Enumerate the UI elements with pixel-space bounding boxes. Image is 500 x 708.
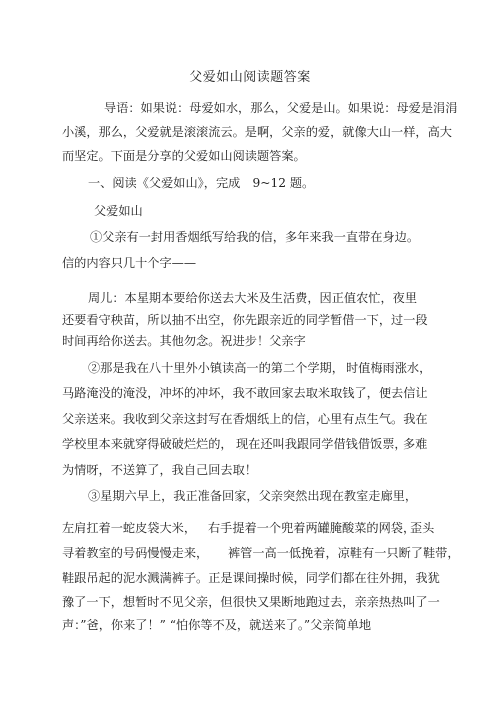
para2-line-4-tail-a: 现在还叫我跟同学借钱借饭票，: [236, 437, 407, 451]
para3-line-6: 声：”爸，你来了！” “怕你等不及，就送来了。”父亲简单地: [62, 618, 372, 632]
para2-line-3: 父亲送来。我收到父亲这封写在香烟纸上的信，心里有点生气。我在: [62, 412, 428, 426]
para2-line-2: 马路淹没的淹没，冲坏的冲坏，我不敢回家去取米取钱了，便去信让: [62, 386, 428, 400]
para3-line-2: 左肩扛着一蛇皮袋大米，: [62, 521, 197, 535]
letter-line-1: 周儿：本星期本要给你送去大米及生活费，因正值农忙，夜里: [88, 291, 418, 305]
section-heading: 一、阅读《父爱如山》，完成 9~12 题。: [88, 176, 315, 190]
para3-line-5: 豫了一下，想暂时不见父亲，但很快又果断地跑过去，亲亲热热叫了一: [62, 595, 440, 609]
para3-line-2-tail-b: 歪头: [410, 521, 435, 535]
para3-line-3-tail-a: 裤管一高一低挽着，凉鞋有一只断了鞋带，: [228, 546, 460, 560]
letter-line-3: 时间再给你送去。其他勿念。祝进步！父亲字: [62, 334, 306, 348]
para1-line-2: 信的内容只几十个字——: [62, 256, 197, 270]
para3-line-2-tail-a: 右手提着一个兜着两罐腌酸菜的网袋，: [208, 521, 416, 535]
para3-line-4: 鞋跟吊起的泥水溅满裤子。正是课间操时候，同学们都在往外拥，我犹: [62, 571, 440, 585]
intro-line-1: 导语：如果说：母爱如水，那么，父爱是山。如果说：母爱是涓涓: [104, 101, 458, 115]
intro-line-2: 小溪，那么，父爱就是滚滚流云。是啊，父亲的爱，就像大山一样，高大: [62, 125, 452, 139]
para3-line-1: ③星期六早上，我正准备回家，父亲突然出现在教室走廊里，: [88, 489, 418, 503]
para2-line-4: 学校里本来就穿得破破烂烂的，: [62, 437, 233, 451]
letter-line-2: 还要看守秧苗，所以抽不出空，你先跟亲近的同学暂借一下，过一段: [62, 313, 428, 327]
para2-line-1: ②那是我在八十里外小镇读高一的第二个学期，: [88, 361, 344, 375]
document-title: 父爱如山阅读题答案: [189, 70, 311, 85]
para2-line-5: 为情呀，不送算了，我自己回去取！: [62, 463, 257, 477]
para3-line-3: 寻着教室的号码慢慢走来，: [62, 546, 209, 560]
para2-line-1-tail: 时值梅雨涨水，: [346, 361, 432, 375]
para2-line-4-tail-b: 多难: [403, 437, 428, 451]
story-title: 父爱如山: [94, 204, 143, 218]
intro-line-3: 而坚定。下面是分享的父爱如山阅读题答案。: [62, 149, 306, 163]
para1-line-1: ①父亲有一封用香烟纸写给我的信，多年来我一直带在身边。: [90, 230, 420, 244]
